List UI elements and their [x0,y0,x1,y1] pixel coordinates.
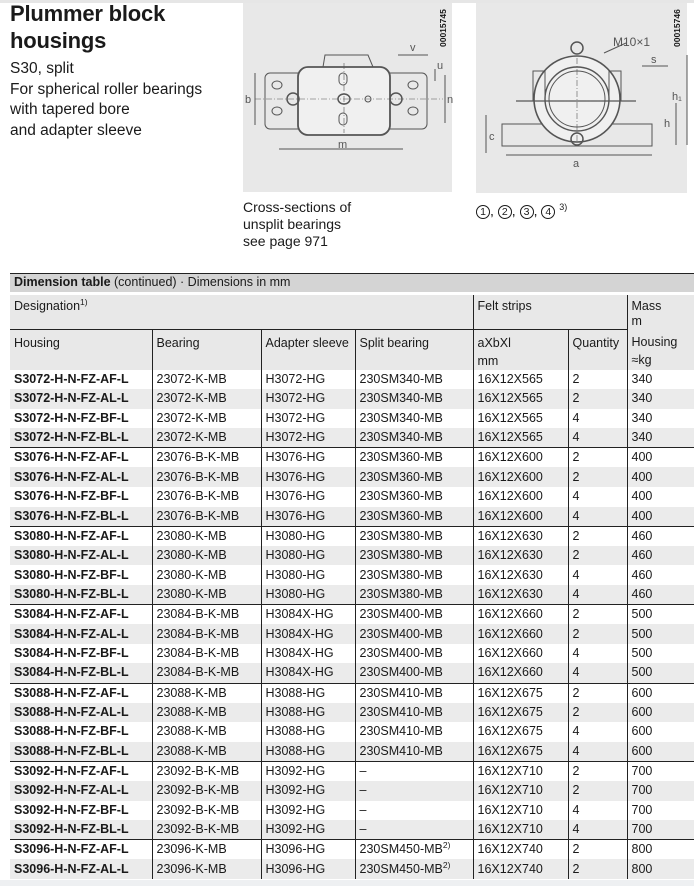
cell-mass: 500 [627,644,694,664]
cell-bearing: 23072-K-MB [152,409,261,429]
table-row [10,526,694,546]
table-row [10,644,694,664]
cell-split-bearing: 230SM360-MB [355,507,473,527]
cell-felt-size: 16X12X565 [473,409,568,429]
header-bearing: Bearing [152,329,261,370]
cell-mass: 800 [627,859,694,879]
cell-adapter-sleeve: H3092-HG [261,801,355,821]
cell-mass: 460 [627,546,694,566]
cell-quantity: 2 [568,605,627,625]
cell-adapter-sleeve: H3072-HG [261,428,355,448]
cell-mass: 400 [627,448,694,468]
figure-code: 00015745 [438,9,448,47]
cell-bearing: 23072-K-MB [152,370,261,390]
cell-mass: 600 [627,703,694,723]
table-row [10,722,694,742]
cell-housing: S3096-H-N-FZ-AL-L [10,859,152,879]
cell-mass: 340 [627,370,694,390]
cell-quantity: 4 [568,644,627,664]
cell-bearing: 23080-K-MB [152,526,261,546]
cell-felt-size: 16X12X740 [473,840,568,860]
cell-mass: 340 [627,428,694,448]
table-row [10,801,694,821]
table-row [10,663,694,683]
table-row [10,742,694,762]
cell-split-bearing: 230SM340-MB [355,370,473,390]
cell-bearing: 23092-B-K-MB [152,820,261,840]
cell-quantity: 2 [568,526,627,546]
dim-label-h: h [664,118,671,130]
cell-adapter-sleeve: H3088-HG [261,722,355,742]
bottom-edge [0,880,694,886]
cell-split-bearing: – [355,801,473,821]
table-row [10,840,694,860]
dimension-table-grid [10,292,694,879]
cell-split-bearing: 230SM360-MB [355,467,473,487]
dim-label-c: c [489,131,495,143]
cell-bearing: 23076-B-K-MB [152,448,261,468]
dim-label-b: b [245,94,252,106]
cell-housing: S3088-H-N-FZ-BF-L [14,724,129,739]
cell-split-bearing: – [355,820,473,840]
table-row [10,448,694,468]
cell-split-bearing: 230SM340-MB [355,428,473,448]
table-row [10,624,694,644]
housing-front-view-drawing [476,3,687,193]
cell-bearing: 23084-B-K-MB [152,663,261,683]
page-title [10,0,165,54]
cell-felt-size: 16X12X630 [473,526,568,546]
cell-mass: 340 [627,409,694,429]
dim-label-n: n [447,94,454,106]
cell-bearing: 23088-K-MB [152,703,261,723]
cell-bearing: 23072-K-MB [152,389,261,409]
header-quantity: Quantity [568,329,627,370]
variant-list: 1 , 2 , 3 , 4 $^{3)}$ [476,199,567,220]
cell-adapter-sleeve: H3072-HG [261,409,355,429]
table-row [10,467,694,487]
header-felt-size: aXbXl mm [473,329,568,370]
cell-bearing: 23076-B-K-MB [152,487,261,507]
cell-housing: S3072-H-N-FZ-BF-L [14,410,129,425]
cell-housing: S3076-H-N-FZ-AL-L [10,467,152,487]
cell-quantity: 2 [568,840,627,860]
cell-split-bearing: 230SM340-MB [355,389,473,409]
cell-quantity: 4 [568,409,627,429]
cell-adapter-sleeve: H3080-HG [261,526,355,546]
cell-bearing: 23080-K-MB [152,565,261,585]
cell-split-bearing: 230SM380-MB [355,585,473,605]
cell-adapter-sleeve: H3096-HG [261,859,355,879]
title-line: housings [10,28,107,53]
table-row [10,546,694,566]
housing-top-view-drawing [243,3,452,192]
cell-mass: 600 [627,742,694,762]
cell-mass: 400 [627,467,694,487]
cell-quantity: 2 [568,370,627,390]
dim-label-m: m [338,139,348,151]
cell-felt-size: 16X12X710 [473,801,568,821]
cell-split-bearing: 230SM450-MB$^{2)}$ [355,840,473,860]
cell-felt-size: 16X12X600 [473,487,568,507]
cell-split-bearing: – [355,761,473,781]
table-title-bold: Dimension table [14,275,111,289]
cell-split-bearing: – [355,781,473,801]
cap-top-outline [323,55,373,67]
table-row [10,487,694,507]
table-row [10,761,694,781]
header-housing: Housing [10,329,152,370]
table-group-header-row [10,294,694,330]
cell-felt-size: 16X12X660 [473,605,568,625]
cell-bearing: 23092-B-K-MB [152,761,261,781]
cell-mass: 460 [627,585,694,605]
cell-housing: S3084-H-N-FZ-AL-L [10,624,152,644]
dim-label-u: u [437,60,444,72]
cell-split-bearing: 230SM410-MB [355,683,473,703]
cell-mass: 600 [627,683,694,703]
cell-quantity: 4 [568,742,627,762]
figure-code: 00015746 [672,9,682,47]
table-title-rest: (continued) · Dimensions in mm [110,275,291,289]
figure-top-view [243,3,452,192]
subtitle-line: and adapter sleeve [10,121,142,139]
cell-felt-size: 16X12X600 [473,467,568,487]
cell-split-bearing: 230SM340-MB [355,409,473,429]
cell-adapter-sleeve: H3084X-HG [261,624,355,644]
cell-felt-size: 16X12X675 [473,742,568,762]
cell-housing: S3092-H-N-FZ-BF-L [14,802,129,817]
table-row [10,605,694,625]
cell-quantity: 4 [568,585,627,605]
cell-quantity: 2 [568,624,627,644]
cell-adapter-sleeve: H3080-HG [261,565,355,585]
cell-bearing: 23096-K-MB [152,859,261,879]
cell-adapter-sleeve: H3088-HG [261,683,355,703]
table-body [10,370,694,879]
cell-adapter-sleeve: H3072-HG [261,370,355,390]
cell-mass: 400 [627,507,694,527]
dim-label-h1: h₁ [672,91,682,103]
cell-mass: 500 [627,663,694,683]
cell-mass: 700 [627,761,694,781]
cell-mass: 700 [627,781,694,801]
cell-housing: S3088-H-N-FZ-AF-L [10,683,152,703]
cell-split-bearing: 230SM400-MB [355,644,473,664]
cell-felt-size: 16X12X660 [473,644,568,664]
subtitle-line: For spherical roller bearings [10,80,203,98]
cell-felt-size: 16X12X565 [473,389,568,409]
cell-quantity: 4 [568,663,627,683]
caption-line: unsplit bearings [243,216,342,232]
cell-bearing: 23080-K-MB [152,546,261,566]
title-line: Plummer block [10,1,166,26]
cell-quantity: 2 [568,859,627,879]
cell-split-bearing: 230SM380-MB [355,526,473,546]
header-designation: Designation$^{1)}$ [10,294,473,330]
table-row [10,781,694,801]
cell-mass: 700 [627,820,694,840]
dim-label-s: s [651,54,657,66]
cell-bearing: 23088-K-MB [152,722,261,742]
cell-mass: 500 [627,624,694,644]
thread-label: M10×1 [613,35,651,49]
cell-adapter-sleeve: H3088-HG [261,703,355,723]
cell-housing: S3076-H-N-FZ-BF-L [14,489,129,504]
cell-quantity: 2 [568,448,627,468]
cell-housing: S3092-H-N-FZ-AL-L [10,781,152,801]
cell-adapter-sleeve: H3076-HG [261,487,355,507]
cell-adapter-sleeve: H3076-HG [261,448,355,468]
cell-mass: 600 [627,722,694,742]
dimension-table [10,273,694,879]
cell-felt-size: 16X12X675 [473,703,568,723]
cell-split-bearing: 230SM360-MB [355,487,473,507]
cell-felt-size: 16X12X660 [473,624,568,644]
cell-felt-size: 16X12X630 [473,565,568,585]
cell-split-bearing: 230SM360-MB [355,448,473,468]
cell-quantity: 2 [568,546,627,566]
table-row [10,389,694,409]
cell-adapter-sleeve: H3088-HG [261,742,355,762]
cell-adapter-sleeve: H3072-HG [261,389,355,409]
cell-housing: S3080-H-N-FZ-AL-L [10,546,152,566]
cell-felt-size: 16X12X565 [473,428,568,448]
cell-felt-size: 16X12X565 [473,370,568,390]
table-row [10,507,694,527]
caption-line[interactable]: see page 971 [243,233,328,249]
cell-split-bearing: 230SM400-MB [355,663,473,683]
cell-adapter-sleeve: H3084X-HG [261,644,355,664]
cell-split-bearing: 230SM410-MB [355,703,473,723]
cell-split-bearing: 230SM400-MB [355,605,473,625]
cell-felt-size: 16X12X710 [473,820,568,840]
cell-bearing: 23080-K-MB [152,585,261,605]
cell-adapter-sleeve: H3092-HG [261,820,355,840]
cell-mass: 340 [627,389,694,409]
variant-marker: 2 [498,205,512,219]
subtitle-line: S30, split [10,60,74,77]
cell-adapter-sleeve: H3076-HG [261,507,355,527]
dim-label-v: v [410,42,416,54]
cell-housing: S3092-H-N-FZ-AF-L [10,761,152,781]
dim-label-a: a [573,158,580,170]
cell-felt-size: 16X12X710 [473,761,568,781]
cell-housing: S3080-H-N-FZ-AF-L [10,526,152,546]
figure-front-view [476,3,687,193]
cell-adapter-sleeve: H3076-HG [261,467,355,487]
cell-housing: S3072-H-N-FZ-AL-L [10,389,152,409]
cell-felt-size: 16X12X660 [473,663,568,683]
cell-bearing: 23084-B-K-MB [152,644,261,664]
cell-felt-size: 16X12X630 [473,546,568,566]
cell-housing: S3080-H-N-FZ-BL-L [10,585,152,605]
cell-adapter-sleeve: H3080-HG [261,585,355,605]
cell-bearing: 23076-B-K-MB [152,507,261,527]
caption-line: Cross-sections of [243,199,352,215]
variant-marker: 3 [520,205,534,219]
table-row [10,409,694,429]
cell-quantity: 4 [568,565,627,585]
header-split-bearing: Split bearing [355,329,473,370]
eye-bolt [571,42,583,54]
cell-adapter-sleeve: H3080-HG [261,546,355,566]
cell-bearing: 23096-K-MB [152,840,261,860]
cell-bearing: 23088-K-MB [152,742,261,762]
cell-adapter-sleeve: H3084X-HG [261,605,355,625]
cell-quantity: 4 [568,507,627,527]
cell-split-bearing: 230SM410-MB [355,722,473,742]
cell-housing: S3084-H-N-FZ-AF-L [10,605,152,625]
cell-housing: S3076-H-N-FZ-AF-L [10,448,152,468]
table-row [10,585,694,605]
cell-housing: S3088-H-N-FZ-BL-L [10,742,152,762]
variant-marker: 4 [541,205,555,219]
cell-quantity: 4 [568,722,627,742]
cell-bearing: 23072-K-MB [152,428,261,448]
cell-bearing: 23084-B-K-MB [152,605,261,625]
header-adapter-sleeve: Adapter sleeve [261,329,355,370]
cell-quantity: 4 [568,801,627,821]
cell-adapter-sleeve: H3092-HG [261,761,355,781]
cell-housing: S3092-H-N-FZ-BL-L [10,820,152,840]
header-mass-housing: Housing ≈kg [627,329,694,370]
cell-housing: S3084-H-N-FZ-BL-L [10,663,152,683]
cell-housing: S3096-H-N-FZ-AF-L [10,840,152,860]
table-row [10,683,694,703]
table-column-header-row [10,329,694,370]
cell-housing: S3072-H-N-FZ-AF-L [14,371,129,386]
header-mass: Mass m [627,294,694,330]
table-row [10,428,694,448]
cell-split-bearing: 230SM450-MB$^{2)}$ [355,859,473,879]
cell-quantity: 4 [568,487,627,507]
cell-housing: S3084-H-N-FZ-BF-L [14,646,129,661]
page-subtitle [10,59,202,141]
cell-quantity: 2 [568,761,627,781]
cell-adapter-sleeve: H3096-HG [261,840,355,860]
cell-housing: S3076-H-N-FZ-BL-L [10,507,152,527]
cell-felt-size: 16X12X710 [473,781,568,801]
footnote-ref: 2) [442,859,451,870]
footnote-ref: 3) [559,202,568,212]
subtitle-line: with tapered bore [10,101,130,118]
cell-adapter-sleeve: H3092-HG [261,781,355,801]
figure-caption [243,199,351,250]
cell-bearing: 23088-K-MB [152,683,261,703]
cell-felt-size: 16X12X675 [473,683,568,703]
cell-mass: 460 [627,565,694,585]
table-row [10,859,694,879]
cell-split-bearing: 230SM410-MB [355,742,473,762]
cell-felt-size: 16X12X600 [473,507,568,527]
cell-bearing: 23092-B-K-MB [152,781,261,801]
variant-marker: 1 [476,205,490,219]
cell-mass: 800 [627,840,694,860]
cell-split-bearing: 230SM380-MB [355,546,473,566]
table-row [10,370,694,390]
cell-bearing: 23092-B-K-MB [152,801,261,821]
cell-housing: S3088-H-N-FZ-AL-L [10,703,152,723]
cell-mass: 700 [627,801,694,821]
cell-felt-size: 16X12X675 [473,722,568,742]
cell-mass: 500 [627,605,694,625]
cell-quantity: 2 [568,683,627,703]
header-felt-strips: Felt strips [473,294,627,330]
cell-adapter-sleeve: H3084X-HG [261,663,355,683]
cell-quantity: 4 [568,820,627,840]
table-row [10,703,694,723]
cell-quantity: 4 [568,428,627,448]
table-row [10,820,694,840]
cell-housing: S3072-H-N-FZ-BL-L [10,428,152,448]
cell-felt-size: 16X12X740 [473,859,568,879]
cell-split-bearing: 230SM380-MB [355,565,473,585]
cell-bearing: 23084-B-K-MB [152,624,261,644]
cell-bearing: 23076-B-K-MB [152,467,261,487]
cell-housing: S3080-H-N-FZ-BF-L [14,567,129,582]
cell-mass: 460 [627,526,694,546]
cell-mass: 400 [627,487,694,507]
cell-quantity: 2 [568,781,627,801]
footnote-ref: 2) [442,840,451,851]
table-title [10,273,694,292]
cell-quantity: 2 [568,389,627,409]
cell-felt-size: 16X12X630 [473,585,568,605]
cell-quantity: 2 [568,467,627,487]
table-row [10,565,694,585]
cell-split-bearing: 230SM400-MB [355,624,473,644]
cell-quantity: 2 [568,703,627,723]
cell-felt-size: 16X12X600 [473,448,568,468]
